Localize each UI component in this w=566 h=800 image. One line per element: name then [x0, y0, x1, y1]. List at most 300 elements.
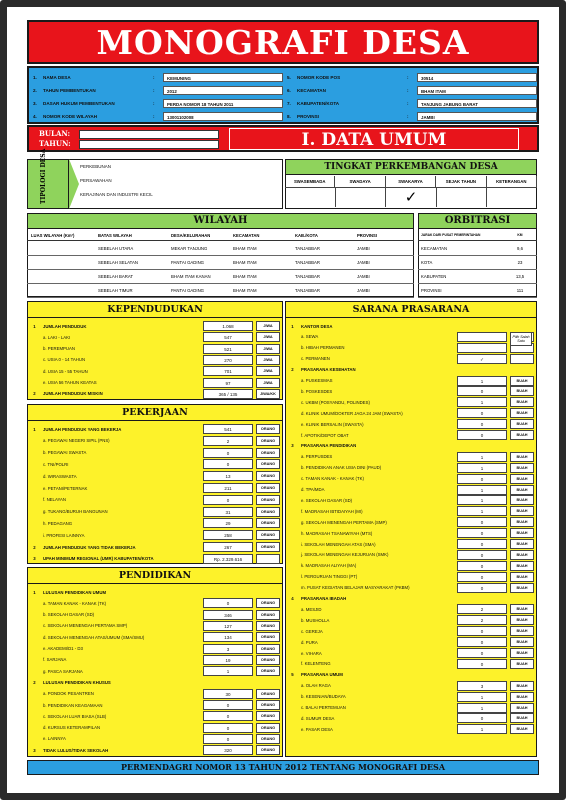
row-unit: BUAH [510, 506, 534, 516]
info-value[interactable]: 13001102008 [163, 112, 283, 121]
row-unit: ORANG [256, 495, 280, 505]
row-label: j. SEKOLAH MENENGAH KEJURUAN (SMK) [301, 552, 389, 558]
row-label: g. SEKOLAH MENENGAH PERTAMA (SMP) [301, 519, 387, 525]
orbitrasi-km: 13,5 [515, 274, 525, 279]
row-number: 1 [33, 323, 36, 329]
orbitrasi-place: KOTA [421, 260, 433, 265]
row-label: b. PEGAWAI SWASTA [43, 450, 87, 456]
row-unit: ORANG [256, 530, 280, 540]
wilayah-col: BATAS WILAYAH [98, 233, 132, 238]
row-label: k. MADRASAH ALIYAH (MA) [301, 563, 357, 569]
info-number: 5. [287, 75, 291, 80]
table-row [30, 365, 280, 377]
row-value[interactable]: 0 [457, 386, 507, 396]
table-row [30, 620, 280, 632]
row-unit: BUAH [510, 397, 534, 407]
row-value[interactable]: 1 [457, 692, 507, 702]
row-value[interactable]: 0 [457, 408, 507, 418]
row-unit: BUAH [510, 681, 534, 691]
info-label: NOMOR KODE WILAYAH [43, 114, 98, 119]
tingkat-cell-swadaya[interactable] [336, 188, 387, 207]
row-label: f. APOTIK/DEPOT OBAT [301, 432, 349, 438]
section-title: I. DATA UMUM [229, 128, 519, 150]
row-value[interactable]: 541 [203, 424, 253, 434]
row-unit: ORANG [256, 644, 280, 654]
row-label: a. TAMAN KANAK - KANAK (TK) [43, 600, 107, 606]
row-value[interactable]: ✓ [457, 354, 507, 364]
row-value[interactable]: 701 [203, 366, 253, 376]
orbitrasi-place: KABUPATEN [421, 274, 447, 279]
row-unit: ORANG [256, 424, 280, 434]
row-number: 5 [291, 672, 294, 678]
row-unit: JIWA [256, 366, 280, 376]
table-row [30, 517, 280, 529]
wilayah-row [27, 284, 414, 298]
row-label: a. MESJID [301, 606, 322, 612]
wilayah-cell: SEBELAH BARAT [98, 274, 134, 279]
check-icon[interactable]: ✓ [386, 188, 437, 207]
row-value[interactable]: 346 [203, 610, 253, 620]
table-row [30, 529, 280, 541]
pekerjaan-panel [27, 404, 283, 564]
info-row [33, 84, 283, 97]
row-unit: ORANG [256, 436, 280, 446]
table-row [30, 643, 280, 655]
row-value[interactable]: 521 [203, 344, 253, 354]
row-value[interactable]: 1 [457, 724, 507, 734]
table-row [30, 597, 280, 609]
row-unit: JIWA [256, 321, 280, 331]
table-row [30, 710, 280, 722]
info-label: NOMOR KODE POS [297, 75, 341, 80]
row-value[interactable]: 0 [203, 448, 253, 458]
row-label: a. PERPUSDES [301, 454, 333, 460]
table-row [30, 733, 280, 745]
wilayah-title: WILAYAH [27, 213, 414, 229]
wilayah-cell: SEBELAH SELATAN [98, 260, 138, 265]
row-label: d. KURSUS KETERAMPILAN [43, 725, 101, 731]
wilayah-col: KECAMATAN [233, 233, 260, 238]
tipologi-item: KERAJINAN DAN INDUSTRI KECIL [80, 192, 153, 197]
row-value[interactable]: 0 [457, 550, 507, 560]
row-value[interactable]: 0 [203, 598, 253, 608]
info-value[interactable]: BHAM ITAM [417, 86, 537, 95]
row-number: 4 [291, 596, 294, 601]
bulan-field[interactable] [79, 130, 219, 139]
row-value[interactable]: 134 [203, 632, 253, 642]
table-row [30, 458, 280, 470]
row-value[interactable]: 0 [203, 700, 253, 710]
row-value[interactable]: 1 [457, 506, 507, 516]
row-unit: BUAH [510, 626, 534, 636]
row-label: PRASARANA PENDIDIKAN [301, 443, 357, 449]
row-label: JUMLAH PENDUDUK YANG TIDAK BEKERJA [43, 544, 136, 550]
row-unit: BUAH [510, 561, 534, 571]
row-value[interactable]: 30 [203, 689, 253, 699]
tingkat-col: KETERANGAN [487, 176, 537, 188]
info-row [287, 110, 537, 123]
orbitrasi-km: 9,6 [517, 246, 523, 251]
row-label: f. KELENTENG [301, 661, 331, 667]
row-number: 3 [33, 747, 36, 753]
row-label: c. USIA 0 - 14 TAHUN [43, 357, 86, 363]
row-number: 1 [291, 323, 294, 329]
row-label: i. PROFESI LAINNYA [43, 532, 85, 538]
row-unit: ORANG [256, 507, 280, 517]
row-unit: BUAH [510, 430, 534, 440]
row-value[interactable]: 1 [457, 397, 507, 407]
info-number: 3. [33, 101, 37, 106]
row-unit: BUAH [510, 376, 534, 386]
row-unit [510, 354, 534, 364]
row-value[interactable]: 0 [457, 539, 507, 549]
row-value[interactable]: 0 [457, 419, 507, 429]
row-value[interactable]: 13 [203, 471, 253, 481]
row-value[interactable]: 0 [203, 734, 253, 744]
row-value[interactable]: 3 [457, 681, 507, 691]
row-unit: BUAH [510, 659, 534, 669]
row-unit: ORANG [256, 666, 280, 676]
row-value[interactable]: 0 [457, 474, 507, 484]
row-label: e. VIHARA [301, 650, 322, 656]
table-row [30, 586, 280, 598]
orbitrasi-row [418, 270, 537, 284]
row-unit: ORANG [256, 610, 280, 620]
row-label: b. SEKOLAH DASAR (SD) [43, 612, 95, 618]
row-value[interactable]: 0 [457, 561, 507, 571]
wilayah-cell: JAMBI [357, 246, 370, 251]
select-one-note: Pilih Salah Satu [510, 332, 532, 346]
row-label: f. SARJANA [43, 657, 67, 663]
row-unit: BUAH [510, 583, 534, 593]
wilayah-cell: MEKAR TANJUNG [171, 246, 208, 251]
row-value[interactable]: 0 [457, 583, 507, 593]
orbitrasi-col: JARAK DARI PUSAT PEMERINTAHAN [421, 233, 481, 237]
row-label: e. AKADEMI/D1 - D3 [43, 646, 83, 651]
row-value[interactable]: 29 [203, 518, 253, 528]
tingkat-title: TINGKAT PERKEMBANGAN DESA [285, 159, 537, 175]
row-value[interactable]: 31 [203, 507, 253, 517]
row-value[interactable]: 1 [203, 666, 253, 676]
row-unit: ORANG [256, 745, 280, 755]
info-colon: : [153, 88, 155, 93]
row-value[interactable]: 1 [457, 463, 507, 473]
tipologi-item: PERKEBUNAN [80, 164, 112, 169]
wilayah-cell[interactable] [27, 242, 94, 255]
info-colon: : [153, 114, 155, 119]
table-row [30, 447, 280, 459]
row-value[interactable]: 0 [457, 528, 507, 538]
wilayah-col: KAB./KOTA [295, 233, 318, 238]
kependudukan-title: KEPENDUDUKAN [28, 302, 282, 318]
wilayah-cell: BHAM ITAM [233, 288, 257, 293]
sarana-title: SARANA PRASARANA [286, 302, 536, 318]
wilayah-row [27, 270, 414, 284]
row-value[interactable]: 211 [203, 483, 253, 493]
row-label: c. BALAI PERTEMUAN [301, 705, 346, 710]
tingkat-cell-keterangan[interactable] [487, 188, 537, 207]
info-row [287, 84, 537, 97]
row-value[interactable]: 365 / 135 [203, 389, 253, 399]
row-label: b. HIBAH PERMANEN [301, 345, 345, 351]
info-label: PROVINSI [297, 114, 319, 119]
wilayah-cell: BHAM ITAM [233, 246, 257, 251]
row-label: KANTOR DESA [301, 323, 333, 329]
row-value[interactable]: 258 [203, 530, 253, 540]
row-value[interactable]: 1.068 [203, 321, 253, 331]
info-row [33, 110, 283, 123]
row-label: b. MUSHOLLA [301, 617, 330, 623]
info-colon: : [153, 101, 155, 106]
info-row [287, 71, 537, 84]
tingkat-cell-swasembada[interactable] [285, 188, 336, 207]
row-label: c. SEKOLAH MENENGAH PERTAMA SMP) [43, 623, 128, 629]
row-label: g. TUKANG/BURUH BANGUNAN [43, 509, 108, 515]
row-value[interactable]: 0 [203, 711, 253, 721]
orbitrasi-place: PROVINSI [421, 288, 442, 293]
row-label: JUMLAH PENDUDUK MISKIN [43, 391, 103, 397]
wilayah-col: DESA/KELURAHAN [171, 233, 211, 238]
info-value[interactable]: JAMBI [417, 112, 537, 121]
tingkat-col: SEJAK TAHUN [436, 176, 486, 188]
row-label: PRASARANA KESEHATAN [301, 367, 356, 373]
row-unit: BUAH [510, 474, 534, 484]
wilayah-cell: JAMBI [357, 274, 370, 279]
info-row [33, 71, 283, 84]
row-unit: BUAH [510, 408, 534, 418]
row-value[interactable]: 0 [457, 713, 507, 723]
row-number: 2 [291, 367, 294, 373]
row-value[interactable]: 270 [203, 355, 253, 365]
row-value[interactable]: 0 [457, 572, 507, 582]
info-label: TAHUN PEMBENTUKAN [43, 88, 96, 93]
row-value[interactable] [457, 332, 507, 342]
page-title: MONOGRAFI DESA [27, 20, 539, 64]
row-label: i. SEKOLAH MENENGAH ATAS (SMA) [301, 541, 376, 547]
row-label: PRASARANA UMUM [301, 672, 343, 678]
table-row [30, 435, 280, 447]
table-row [30, 744, 280, 756]
row-value[interactable]: 2 [457, 615, 507, 625]
row-unit: ORANG [256, 471, 280, 481]
table-row [30, 676, 280, 688]
row-unit: ORANG [256, 723, 280, 733]
footer-reference: PERMENDAGRI NOMOR 13 TAHUN 2012 TENTANG MONOGRAFI DESA [27, 760, 539, 775]
row-unit: JIWA/KK [256, 389, 280, 399]
row-label: e. SEKOLAH DASAR (SD) [301, 497, 353, 503]
row-label: f. MADRASAH IBTIDAIYAH (MI) [301, 508, 363, 514]
row-label: d. TPA/MDA [301, 487, 325, 492]
row-unit: ORANG [256, 483, 280, 493]
wilayah-header [27, 230, 414, 241]
row-label: a. LAKI - LAKI [43, 334, 71, 340]
row-label: d. KLINIK UMUM/DOKTER JAGA 24 JAM (SWASTA) [301, 410, 403, 416]
row-value[interactable]: 0 [203, 459, 253, 469]
row-value[interactable]: 1 [457, 452, 507, 462]
row-label: c. GEREJA [301, 628, 323, 634]
pekerjaan-title: PEKERJAAN [28, 405, 282, 421]
row-value[interactable]: Rp. 2.329.616 [203, 554, 253, 564]
table-row [30, 665, 280, 677]
wilayah-col: PROVINSI [357, 233, 378, 238]
wilayah-cell: BHAM ITAM KANAN [171, 274, 211, 279]
info-number: 8. [287, 114, 291, 119]
info-colon: : [407, 75, 409, 80]
row-number: 1 [33, 589, 36, 595]
row-value[interactable]: 127 [203, 621, 253, 631]
row-label: c. TAMAN KANAK - KANAK (TK) [301, 476, 364, 482]
row-value[interactable]: 3 [203, 644, 253, 654]
row-label: c. SEKOLAH LUAR BIASA (SLB) [43, 713, 107, 719]
row-value[interactable]: 0 [457, 626, 507, 636]
orbitrasi-place: KECAMATAN [421, 246, 448, 251]
tingkat-col: SWAKARYA [386, 176, 436, 188]
row-unit: BUAH [510, 724, 534, 734]
orbitrasi-header [418, 230, 537, 241]
row-unit: BUAH [510, 703, 534, 713]
row-unit: ORANG [256, 459, 280, 469]
row-unit: ORANG [256, 655, 280, 665]
row-value[interactable]: 1 [457, 703, 507, 713]
row-number: 3 [33, 556, 36, 562]
info-colon: : [407, 114, 409, 119]
row-number: 2 [33, 391, 36, 397]
table-row [30, 482, 280, 494]
table-row [30, 553, 280, 565]
table-row [30, 699, 280, 711]
row-number: 2 [33, 544, 36, 550]
info-number: 7. [287, 101, 291, 106]
row-value[interactable]: 97 [203, 378, 253, 388]
row-value[interactable]: 2 [203, 436, 253, 446]
row-value[interactable]: 2 [457, 604, 507, 614]
row-label: l. PERGURUAN TINGGI (PT) [301, 574, 358, 580]
table-row [30, 388, 280, 400]
row-value[interactable]: 0 [457, 659, 507, 669]
row-unit: BUAH [510, 419, 534, 429]
row-unit: JIWA [256, 378, 280, 388]
row-unit: ORANG [256, 518, 280, 528]
row-unit [256, 554, 280, 564]
row-unit: BUAH [510, 463, 534, 473]
row-value[interactable]: 1 [457, 485, 507, 495]
row-label: JUMLAH PENDUDUK YANG BEKERJA [43, 426, 122, 432]
row-label: b. KESENIAN/BUDAYA [301, 694, 346, 700]
row-value[interactable] [457, 343, 507, 353]
row-label: g. PASCA SARJANA [43, 668, 83, 674]
tingkat-columns [285, 176, 537, 188]
row-value[interactable]: 267 [203, 542, 253, 552]
wilayah-cell[interactable] [27, 270, 94, 283]
orbitrasi-col: KM [517, 233, 523, 237]
tahun-label: TAHUN: [39, 139, 71, 148]
info-value[interactable]: KEMUNING [163, 73, 283, 82]
row-unit: BUAH [510, 452, 534, 462]
row-unit: BUAH [510, 572, 534, 582]
table-row [30, 343, 280, 355]
info-value[interactable]: 30514 [417, 73, 537, 82]
row-unit: JIWA [256, 344, 280, 354]
row-unit: BUAH [510, 539, 534, 549]
wilayah-cell: BHAM ITAM [233, 260, 257, 265]
wilayah-cell: PANTAI GADING [171, 260, 205, 265]
row-value[interactable]: 0 [203, 495, 253, 505]
wilayah-cell[interactable] [27, 256, 94, 269]
row-unit: BUAH [510, 604, 534, 614]
table-row [30, 722, 280, 734]
tahun-field[interactable] [79, 140, 219, 149]
row-label: e. USIA 56 TAHUN KEATAS [43, 380, 97, 385]
row-unit: ORANG [256, 700, 280, 710]
wilayah-cell[interactable] [27, 284, 94, 297]
tingkat-values [285, 188, 537, 207]
row-label: a. SEWA [301, 334, 319, 340]
wilayah-cell: TANJABBAR [295, 246, 320, 251]
row-value[interactable]: 0 [203, 723, 253, 733]
table-row [30, 654, 280, 666]
tingkat-cell-sejak[interactable] [437, 188, 488, 207]
info-value[interactable]: TANJUNG JABUNG BARAT [417, 99, 537, 108]
info-number: 4. [33, 114, 37, 119]
row-unit: BUAH [510, 485, 534, 495]
row-label: b. PENDIDIKAN ANAK USIA DINI (PAUD) [301, 465, 382, 471]
row-value[interactable]: 0 [457, 517, 507, 527]
row-value[interactable]: 547 [203, 332, 253, 342]
info-colon: : [407, 101, 409, 106]
row-value[interactable]: 1 [457, 376, 507, 386]
row-label: c. PERMANEN [301, 356, 330, 362]
row-label: b. PENDIDIKAN KEAGAMAAN [43, 702, 103, 708]
info-number: 2. [33, 88, 37, 93]
row-label: LULUSAN PENDIDIKAN UMUM [43, 589, 107, 595]
orbitrasi-title: ORBITRASI [418, 213, 537, 229]
row-value[interactable]: 0 [457, 430, 507, 440]
table-row [30, 331, 280, 343]
info-colon: : [407, 88, 409, 93]
row-label: e. PETANI/PETERNAK [43, 485, 88, 491]
row-unit: BUAH [510, 550, 534, 560]
row-value[interactable]: 0 [457, 637, 507, 647]
info-label: NAMA DESA [43, 75, 71, 80]
row-label: e. LAINNYA [43, 736, 66, 742]
info-value[interactable]: 2012 [163, 86, 283, 95]
orbitrasi-row [418, 256, 537, 270]
orbitrasi-row [418, 242, 537, 256]
info-label: KECAMATAN [297, 88, 326, 93]
row-value[interactable]: 19 [203, 655, 253, 665]
row-label: d. SUMUR DESA [301, 715, 335, 721]
row-value[interactable]: 1 [457, 495, 507, 505]
row-label: UPAH MINIMUM REGIONAL (UMR) KABUPATEN/KOTA [43, 556, 154, 562]
row-value[interactable]: 320 [203, 745, 253, 755]
row-unit: BUAH [510, 648, 534, 658]
sarana-panel [285, 301, 537, 757]
orbitrasi-km: 23 [517, 260, 523, 265]
info-value[interactable]: PERDA NOMOR 18 TAHUN 2011 [163, 99, 283, 108]
info-label: KABUPATEN/KOTA [297, 101, 340, 106]
row-unit: BUAH [510, 517, 534, 527]
table-row [30, 354, 280, 366]
tingkat-col: SWADAYA [335, 176, 385, 188]
row-value[interactable]: 0 [457, 648, 507, 658]
row-unit: ORANG [256, 632, 280, 642]
row-unit: JIWA [256, 355, 280, 365]
orbitrasi-row [418, 284, 537, 298]
row-label: c. TNI/POLRI [43, 461, 69, 467]
wilayah-row [27, 256, 414, 270]
wilayah-cell: BHAM ITAM [233, 274, 257, 279]
row-label: JUMLAH PENDUDUK [43, 323, 87, 329]
